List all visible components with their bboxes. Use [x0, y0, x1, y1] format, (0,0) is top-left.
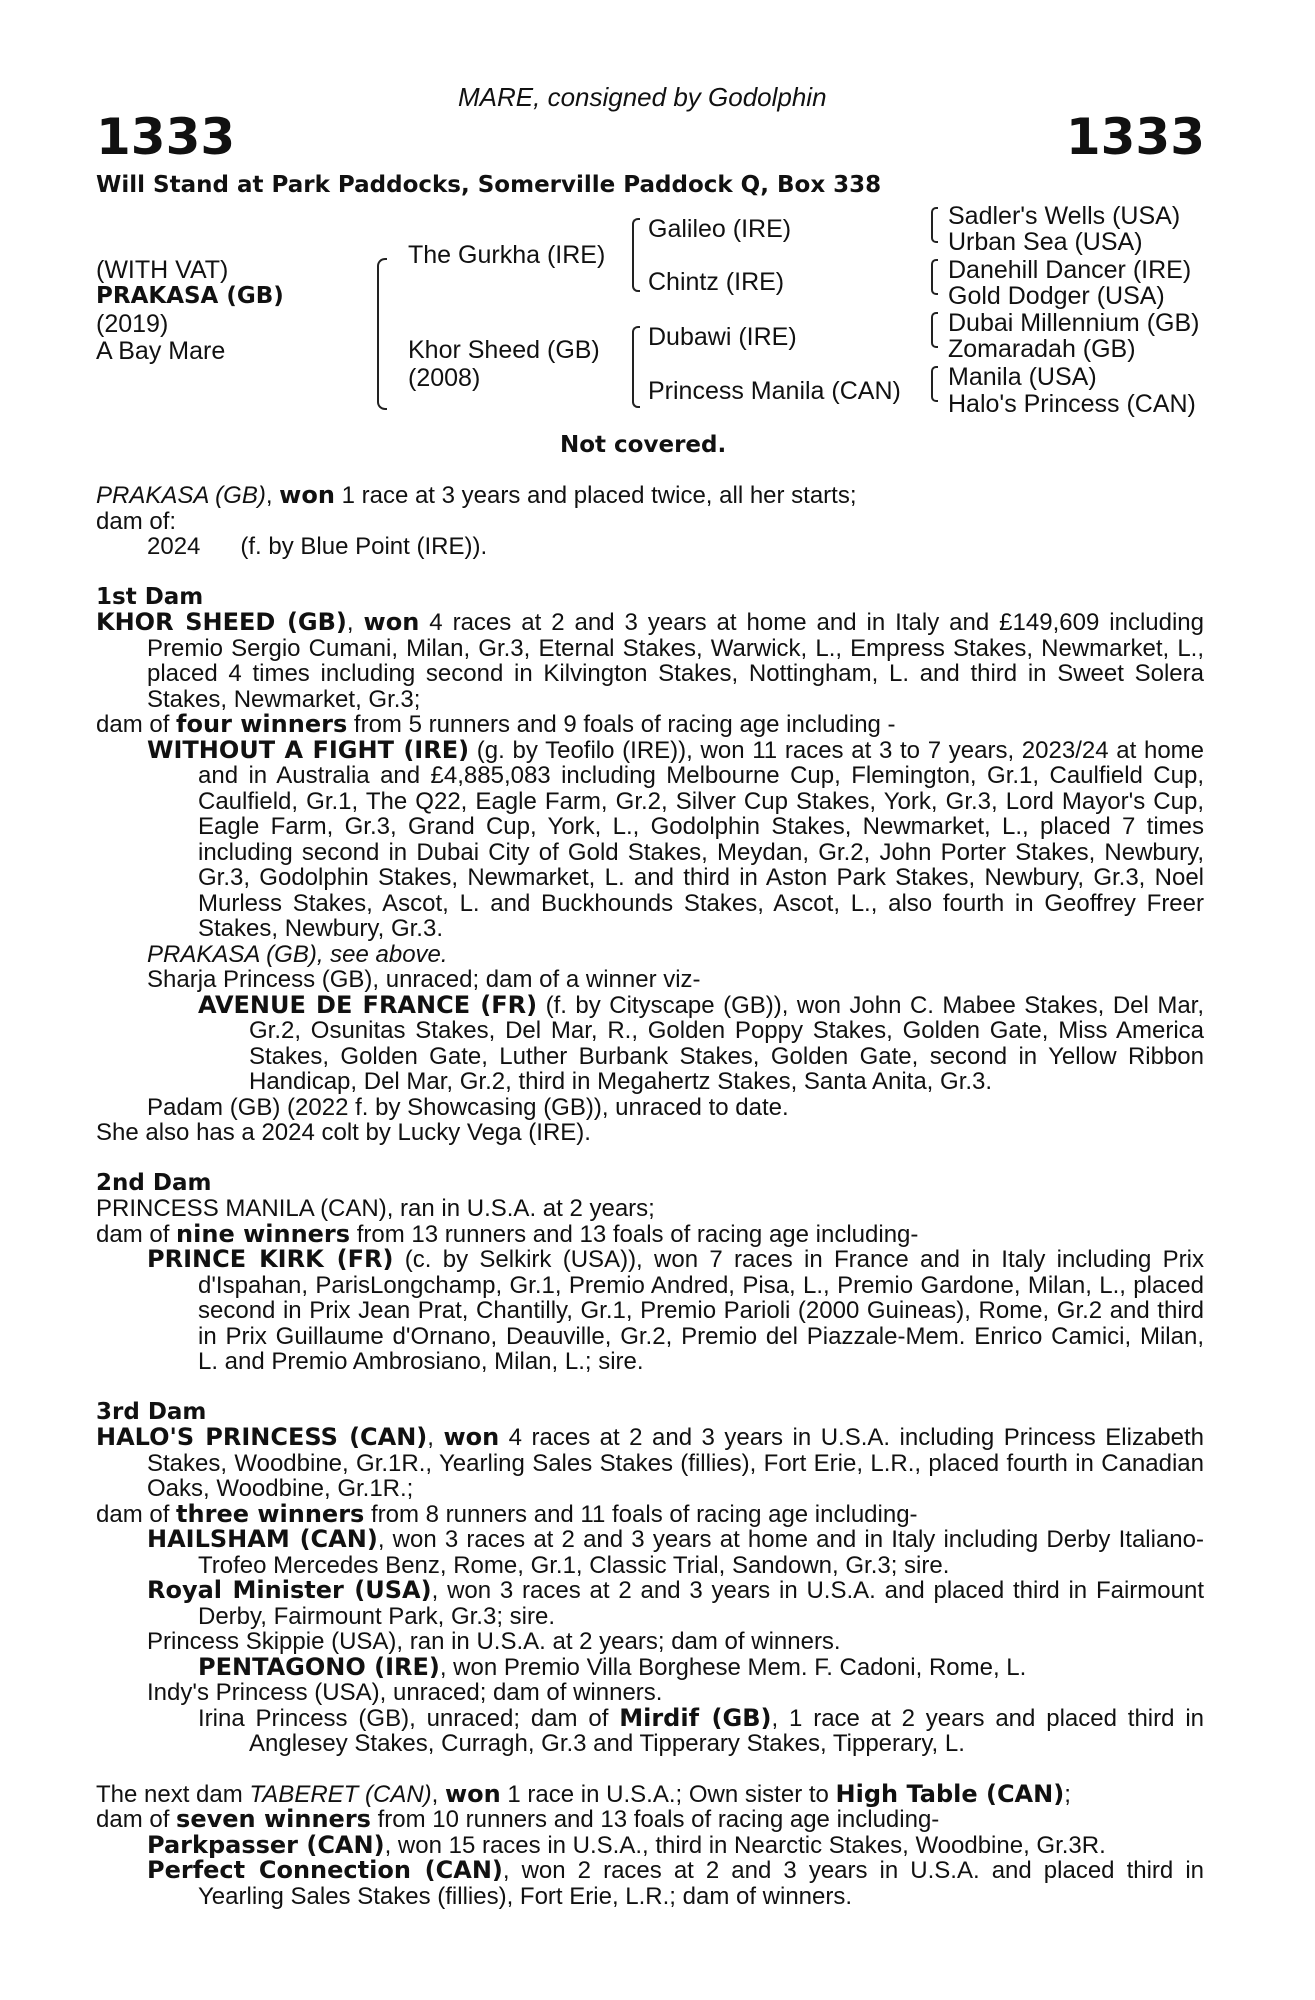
progeny-name: WITHOUT A FIGHT (IRE): [147, 735, 470, 764]
won-label: won: [279, 481, 335, 509]
pedigree-sss: Sadler's Wells (USA): [948, 202, 1181, 230]
winners-count: seven winners: [176, 1805, 371, 1833]
intro-line: PRAKASA (GB), won 1 race at 3 years and placed twice, all her starts;: [96, 481, 857, 509]
dam-of-prefix: dam of: [96, 711, 177, 738]
next-dam-won: won: [445, 1779, 501, 1808]
next-dam-name: TABERET (CAN): [249, 1780, 432, 1808]
produce-desc: (f. by Blue Point (IRE)).: [240, 533, 488, 560]
intro-record: 1 race at 3 years and placed twice, all her starts;: [334, 482, 857, 509]
pedigree-brace-dam: [632, 326, 640, 408]
lot-number-right: 1333: [1065, 108, 1205, 166]
pedigree-sire-dam: Chintz (IRE): [648, 268, 785, 296]
progeny-text: (c. by Selkirk (USA)), won 7 races in France and in Italy including Prix d'Ispahan, ParisLongchamp, Gr.1, Premio Andred, Pisa, L., Premio Gardone, Milan, L., placed second in Prix Jean Prat, Chantilly, Gr.1, Premio Parioli (2000 Guineas), Rome, Gr.2 and third in Prix Guillaume d'Ornano, Deauville, Gr.2, Premio del Piazzale-Mem. Enrico Camici, Milan, L. and Premio Ambrosiano, Milan, L.; sire.: [198, 1246, 1204, 1375]
first-dam-record: KHOR SHEED (GB), won 4 races at 2 and 3 years at home and in Italy and £149,609 including Premio Sergio Cumani, Milan, Gr.3, Eternal Stakes, Warwick, L., Empress Stakes, Newmarket, L., placed 4 times including second in Kilvington Stakes, Nottingham, L. and third in Sweet Solera Stakes, Newmarket, Gr.3;: [96, 608, 1204, 713]
pedigree-dsd: Zomaradah (GB): [948, 335, 1136, 363]
dam-of-prefix: dam of: [96, 1806, 177, 1833]
second-dam-heading: 2nd Dam: [96, 1169, 212, 1196]
vat-label: (WITH VAT): [96, 256, 229, 284]
pedigree-brace-sire: [632, 218, 640, 292]
pedigree-brace-1: [931, 207, 938, 243]
pedigree-brace-2: [931, 259, 938, 295]
horse-year: (2019): [96, 310, 169, 338]
first-dam-progeny-3: Sharja Princess (GB), unraced; dam of a winner viz-: [147, 966, 701, 993]
pedigree-brace-4: [931, 366, 938, 402]
dam-of-prefix: dam of: [96, 1500, 177, 1528]
pedigree-ddd: Halo's Princess (CAN): [948, 390, 1196, 418]
progeny-name: Parkpasser (CAN): [147, 1830, 385, 1859]
dam-of-suffix: from 8 runners and 11 foals of racing age including-: [364, 1500, 918, 1528]
third-dam-grandprogeny-2: [198, 1703, 1205, 1757]
progeny-name: HAILSHAM (CAN): [147, 1525, 378, 1553]
first-dam-won: won: [363, 608, 420, 636]
progeny-text: , won 3 races at 2 and 3 years at home and in Italy including Derby Italiano-Trofeo Mercedes Benz, Rome, Gr.1, Classic Trial, Sandown, Gr.3; sire.: [198, 1526, 1204, 1579]
dam-of-prefix: dam of: [96, 1220, 177, 1248]
dam-of-suffix: from 13 runners and 13 foals of racing age including-: [350, 1220, 919, 1248]
horse-name: PRAKASA (GB): [96, 283, 284, 309]
third-dam-produce-summary: [96, 1499, 1204, 1528]
next-dam-record: The next dam TABERET (CAN), won 1 race in U.S.A.; Own sister to High Table (CAN);: [96, 1779, 1071, 1808]
pedigree-dam-dam: Princess Manila (CAN): [648, 377, 901, 405]
pedigree-dam: Khor Sheed (GB): [408, 336, 600, 364]
pedigree-sdd: Gold Dodger (USA): [948, 282, 1165, 310]
pedigree-sire-sire: Galileo (IRE): [648, 215, 792, 243]
third-dam-record: HALO'S PRINCESS (CAN), won 4 races at 2 and 3 years in U.S.A. including Princess Elizabeth Stakes, Woodbine, Gr.1R., Yearling Sales Stakes (fillies), Fort Erie, L.R., placed fourth in Canadian Oaks, Woodbine, Gr.1R.;: [96, 1423, 1205, 1502]
winners-count: four winners: [176, 710, 348, 738]
third-dam-heading: 3rd Dam: [96, 1398, 207, 1425]
progeny-text: (g. by Teofilo (IRE)), won 11 races at 3 to 7 years, 2023/24 at home and in Australia and £4,885,083 including Melbourne Cup, Flemington, Gr.1, Caulfield Cup, Caulfield, Gr.1, The Q22, Eagle Farm, Gr.2, Silver Cup Stakes, York, Gr.3, Lord Mayor's Cup, Eagle Farm, Gr.3, Grand Cup, York, L., Godolphin Stakes, Newmarket, L., placed 7 times including second in Dubai City of Gold Stakes, Meydan, Gr.2, John Porter Stakes, Newbury, Gr.3, Godolphin Stakes, Newmarket, L. and third in Aston Park Stakes, Newbury, Gr.3, Noel Murless Stakes, Ascot, L. and Buckhounds Stakes, Ascot, L., also fourth in Geoffrey Freer Stakes, Newbury, Gr.3.: [198, 736, 1205, 942]
pedigree-brace-3: [931, 312, 938, 348]
grandprogeny-text: , won Premio Villa Borghese Mem. F. Cadoni, Rome, L.: [439, 1653, 1027, 1681]
third-dam-progeny-3: Princess Skippie (USA), ran in U.S.A. at 2 years; dam of winners.: [147, 1628, 841, 1655]
first-dam-produce-summary: [96, 712, 1204, 738]
progeny-text: , won 2 races at 2 and 3 years in U.S.A. and placed third in Yearling Sales Stakes (fillies), Fort Erie, L.R.; dam of winners.: [198, 1857, 1205, 1910]
first-dam-grandprogeny: [198, 990, 1205, 1095]
next-dam-sister: High Table (CAN): [835, 1779, 1065, 1808]
progeny-text: , won 15 races in U.S.A., third in Nearctic Stakes, Woodbine, Gr.3R.: [384, 1831, 1106, 1859]
first-dam-progeny-2: PRAKASA (GB), see above.: [147, 940, 448, 968]
third-dam-progeny-2: [147, 1578, 1204, 1629]
next-dam-prefix: The next dam: [96, 1780, 250, 1808]
first-dam-also: She also has a 2024 colt by Lucky Vega (IRE).: [96, 1119, 591, 1146]
winners-count: nine winners: [176, 1219, 351, 1248]
pedigree-sds: Danehill Dancer (IRE): [948, 256, 1192, 284]
progeny-name: Perfect Connection (CAN): [147, 1856, 503, 1884]
next-dam-mid: 1 race in U.S.A.; Own sister to: [500, 1780, 836, 1808]
first-dam-text: 4 races at 2 and 3 years at home and in Italy and £149,609 including Premio Sergio Cumani, Milan, Gr.3, Eternal Stakes, Warwick, L., Empress Stakes, Newmarket, L., placed 4 times including second in Kilvington Stakes, Nottingham, L. and third in Sweet Solera Stakes, Newmarket, Gr.3;: [147, 609, 1204, 713]
progeny-name: Royal Minister (USA): [147, 1576, 432, 1604]
grandprogeny-name: Mirdif (GB): [619, 1703, 772, 1732]
first-dam-progeny-4: Padam (GB) (2022 f. by Showcasing (GB)), unraced to date.: [147, 1093, 789, 1121]
dam-of-suffix: from 10 runners and 13 foals of racing age including-: [370, 1806, 940, 1833]
next-dam-progeny-1: [147, 1830, 1204, 1859]
third-dam-text: 4 races at 2 and 3 years in U.S.A. including Princess Elizabeth Stakes, Woodbine, Gr.1R., Yearling Sales Stakes (fillies), Fort Erie, L.R., placed fourth in Canadian Oaks, Woodbine, Gr.1R.;: [147, 1424, 1205, 1502]
progeny-text: , won 3 races at 2 and 3 years in U.S.A. and placed third in Fairmount Derby, Fairmount Park, Gr.3; sire.: [198, 1577, 1204, 1630]
first-dam-heading: 1st Dam: [96, 583, 204, 610]
third-dam-progeny-1: [147, 1527, 1204, 1578]
lot-number-left: 1333: [96, 108, 236, 166]
progeny-name: PRINCE KIRK (FR): [147, 1245, 394, 1273]
next-dam-progeny-2: [147, 1858, 1204, 1909]
third-dam-grandprogeny-1: [198, 1652, 1204, 1681]
next-dam-produce-summary: [96, 1807, 1204, 1833]
pedigree-dam-year: (2008): [408, 364, 481, 392]
second-dam-record: PRINCESS MANILA (CAN), ran in U.S.A. at 2 years;: [96, 1195, 655, 1222]
next-dam-end: ;: [1064, 1780, 1071, 1808]
pedigree-brace-main: [377, 258, 387, 410]
grandprogeny-text: , 1 race at 2 years and placed third in Anglesey Stakes, Curragh, Gr.3 and Tipperary Stakes, Tipperary, L.: [249, 1704, 1205, 1757]
intro-horse-name: PRAKASA (GB): [96, 482, 266, 509]
grandprogeny-name: AVENUE DE FRANCE (FR): [198, 990, 538, 1019]
winners-count: three winners: [176, 1499, 365, 1528]
pedigree-sire: The Gurkha (IRE): [408, 241, 606, 269]
produce-record: [147, 534, 1204, 560]
third-dam-progeny-4: Indy's Princess (USA), unraced; dam of winners.: [147, 1679, 663, 1706]
dam-of-suffix: from 5 runners and 9 foals of racing age including -: [347, 711, 896, 738]
grandprogeny-name: PENTAGONO (IRE): [198, 1652, 440, 1681]
intro-dam-of: dam of:: [96, 507, 177, 535]
pedigree-dds: Manila (USA): [948, 363, 1097, 391]
pedigree-dam-sire: Dubawi (IRE): [648, 323, 797, 351]
horse-description: A Bay Mare: [96, 337, 226, 365]
third-dam-name: HALO'S PRINCESS (CAN): [96, 1423, 428, 1451]
pedigree-ssd: Urban Sea (USA): [948, 228, 1143, 256]
first-dam-name: KHOR SHEED (GB): [96, 608, 347, 636]
consignment-subtitle: MARE, consigned by Godolphin: [458, 82, 827, 112]
catalogue-text: [96, 483, 1204, 1909]
pedigree-dss: Dubai Millennium (GB): [948, 309, 1200, 337]
second-dam-produce-summary: [96, 1219, 1204, 1248]
grandprogeny-prefix: Irina Princess (GB), unraced; dam of: [198, 1704, 620, 1732]
second-dam-progeny-1: [147, 1247, 1204, 1375]
stable-location: Will Stand at Park Paddocks, Somerville Paddock Q, Box 338: [96, 172, 882, 198]
grandprogeny-text: (f. by Cityscape (GB)), won John C. Mabee Stakes, Del Mar, Gr.2, Osunitas Stakes, Del Mar, R., Golden Poppy Stakes, Golden Gate, Miss America Stakes, Golden Gate, Luther Burbank Stakes, Golden Gate, second in Yellow Ribbon Handicap, Del Mar, Gr.2, third in Megahertz Stakes, Santa Anita, Gr.3.: [249, 991, 1205, 1095]
third-dam-won: won: [443, 1423, 500, 1451]
first-dam-progeny-1: [147, 735, 1205, 942]
produce-year: 2024: [147, 533, 201, 560]
covering-status: Not covered.: [560, 432, 727, 458]
